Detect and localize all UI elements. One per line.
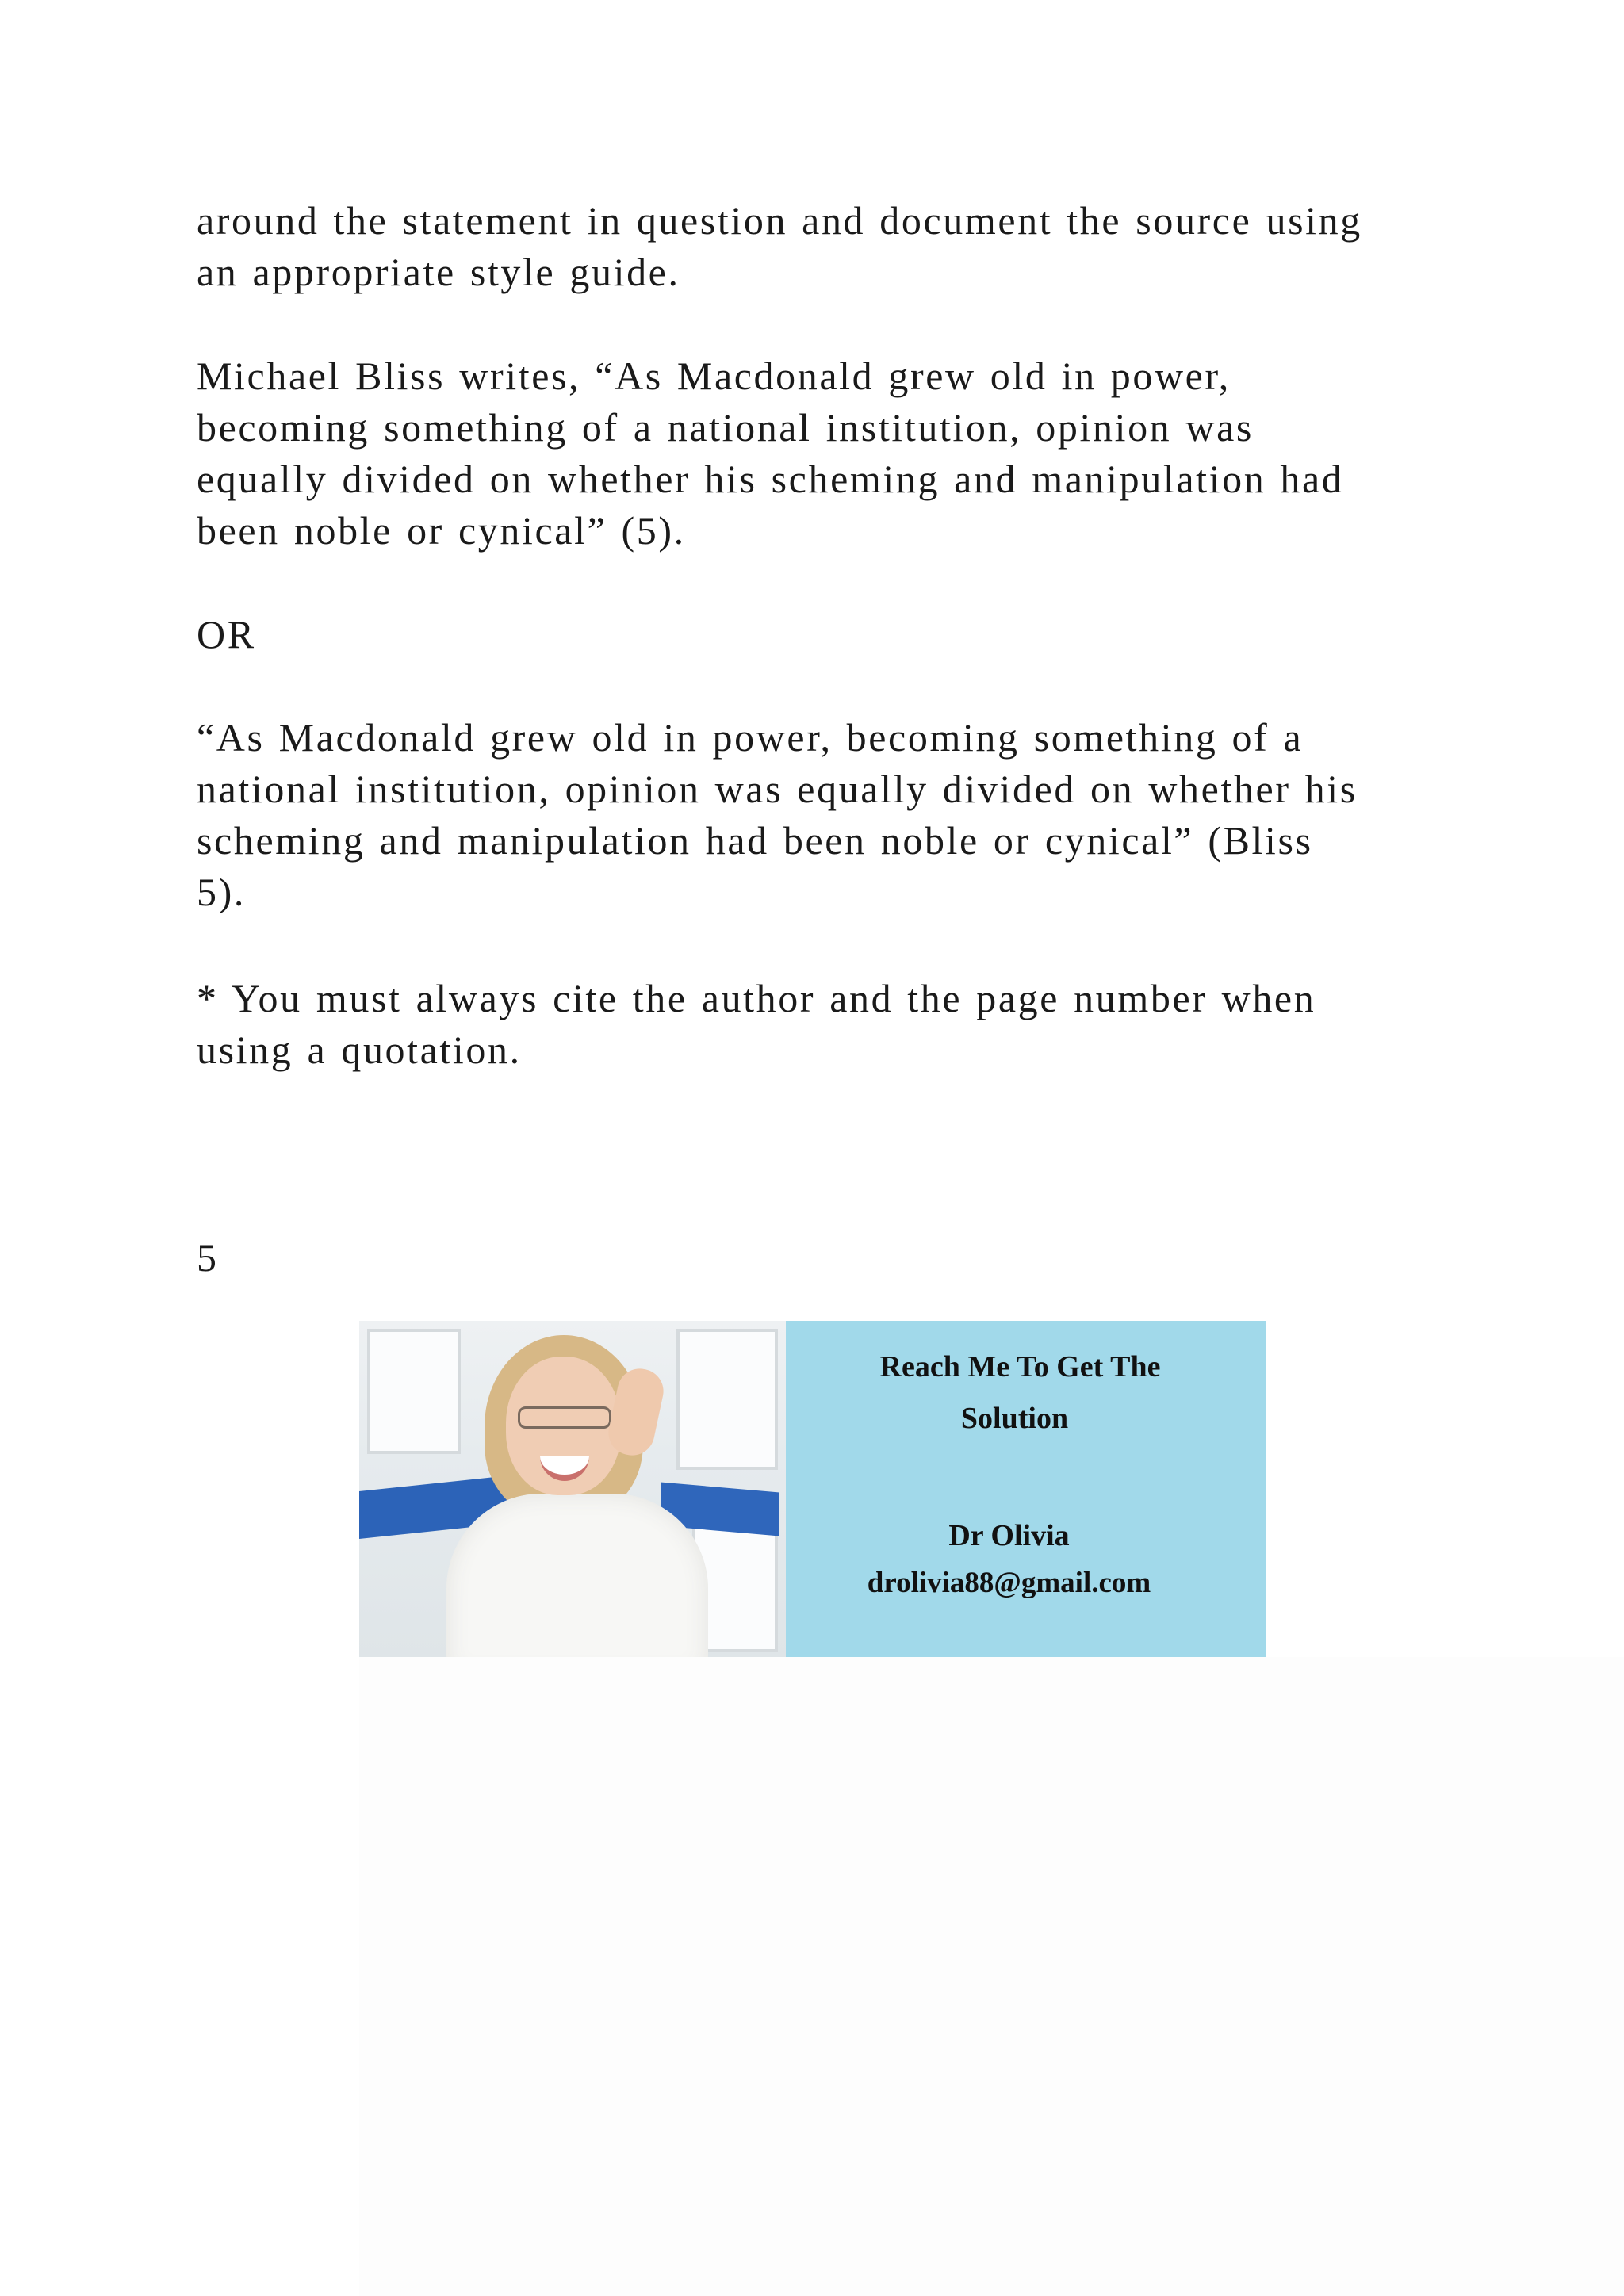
banner-lower-fade (359, 1657, 1624, 2296)
text-line: equally divided on whether his scheming and manipulation had (197, 457, 1344, 501)
text-line: becoming something of a national institution, opinion was (197, 405, 1254, 450)
window-pane (676, 1329, 778, 1470)
text-line: an appropriate style guide. (197, 250, 680, 294)
text-line: * You must always cite the author and the page number when (197, 976, 1316, 1020)
text-line: using a quotation. (197, 1027, 522, 1072)
banner-headline-2: Solution (960, 1402, 1069, 1435)
page-number: 5 (197, 1235, 219, 1280)
text-line: scheming and manipulation had been noble or cynical” (Bliss (197, 818, 1313, 863)
text-line: been noble or cynical” (5). (197, 508, 686, 553)
banner-photo (359, 1321, 786, 1657)
paragraph-intro (197, 195, 1434, 298)
contact-email: drolivia88@gmail.com (867, 1567, 1151, 1599)
text-line: around the statement in question and document the source using (197, 198, 1362, 243)
contact-banner (359, 1321, 1266, 1657)
window-pane (367, 1329, 461, 1454)
text-line: Michael Bliss writes, “As Macdonald grew old in power, (197, 354, 1231, 398)
paragraph-quote-signal-phrase (197, 350, 1434, 557)
text-line: national institution, opinion was equally divided on whether his (197, 767, 1358, 811)
portrait-blouse (446, 1494, 708, 1657)
text-line: “As Macdonald grew old in power, becoming something of a (197, 715, 1304, 760)
text-line: 5). (197, 870, 246, 914)
banner-headline: Reach Me To Get The (879, 1350, 1161, 1383)
paragraph-note (197, 973, 1434, 1076)
paragraph-quote-parenthetical (197, 712, 1434, 918)
paragraph-or (197, 609, 1434, 660)
contact-name: Dr Olivia (948, 1519, 1070, 1552)
banner-contact-info (786, 1321, 1266, 1657)
text-line: OR (197, 612, 256, 656)
glasses-icon (518, 1406, 611, 1429)
